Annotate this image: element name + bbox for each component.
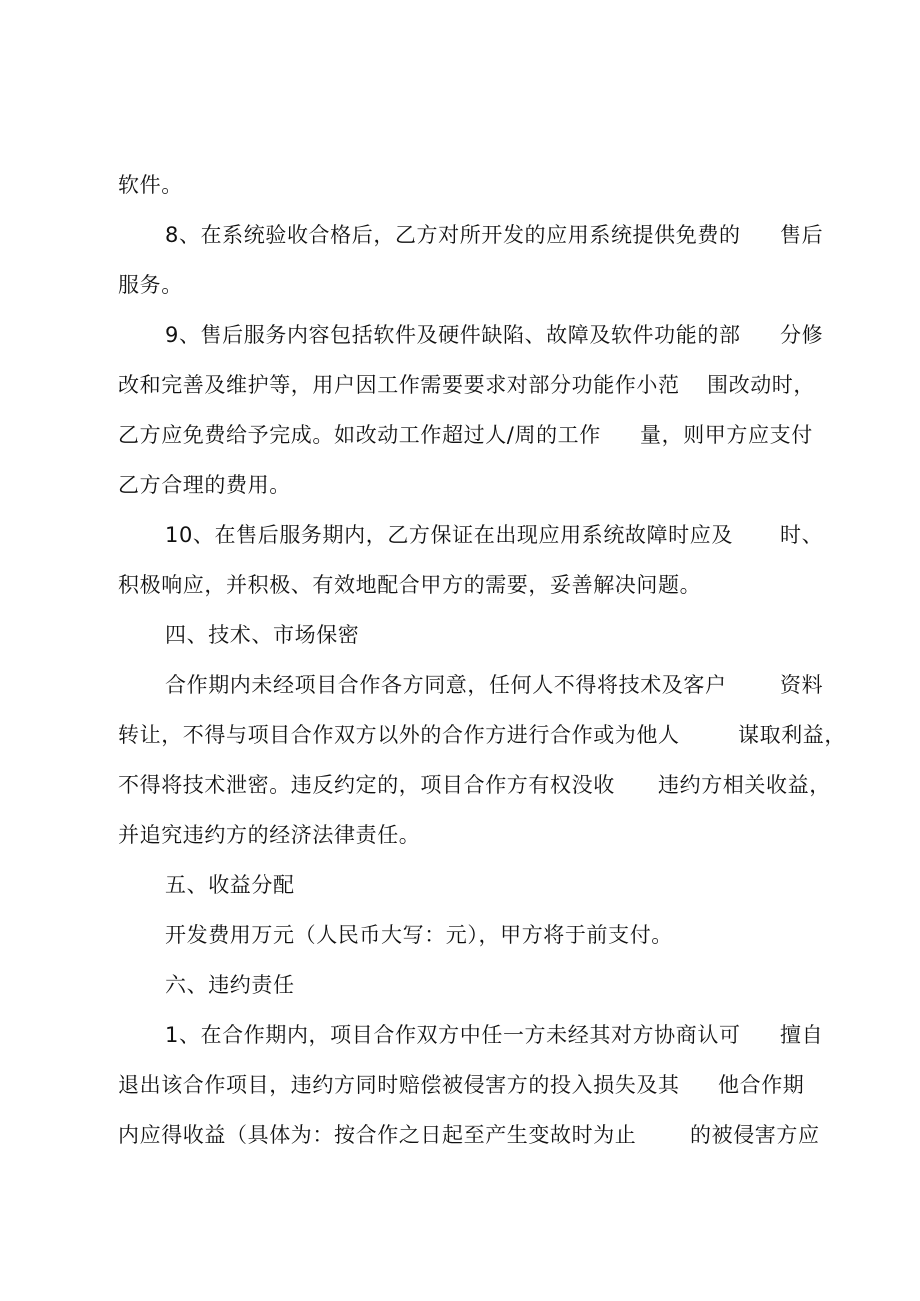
text-segment: 1、在合作期内，项目合作双方中任一方未经其对方协商认可 xyxy=(165,1023,741,1047)
text-segment: 围改动时， xyxy=(707,373,815,397)
section-heading xyxy=(0,865,920,905)
text-segment: 10、在售后服务期内，乙方保证在出现应用系统故障时应及 xyxy=(165,523,733,547)
text-line xyxy=(0,415,920,455)
text-line xyxy=(0,715,920,755)
text-segment: 的被侵害方应 xyxy=(690,1123,820,1147)
text-segment: 谋取利益， xyxy=(738,723,846,747)
text-segment: 并追究违约方的经济法律责任。 xyxy=(118,823,421,847)
text-line xyxy=(0,165,920,205)
text-segment: 转让，不得与项目合作双方以外的合作方进行合作或为他人 xyxy=(118,723,680,747)
text-segment: 违约方相关收益， xyxy=(658,773,831,797)
section-heading xyxy=(0,615,920,655)
text-segment: 他合作期 xyxy=(718,1073,805,1097)
text-segment: 六、违约责任 xyxy=(165,973,295,997)
text-segment: 乙方合理的费用。 xyxy=(118,473,291,497)
text-line xyxy=(0,465,920,505)
text-line xyxy=(0,315,920,355)
section-heading xyxy=(0,965,920,1005)
text-line xyxy=(0,765,920,805)
text-segment: 擅自 xyxy=(780,1023,824,1047)
text-segment: 软件。 xyxy=(118,173,183,197)
text-segment: 五、收益分配 xyxy=(165,873,295,897)
text-segment: 乙方应免费给予完成。如改动工作超过人/周的工作 xyxy=(118,423,601,447)
text-segment: 四、技术、市场保密 xyxy=(165,623,360,647)
text-segment: 分修 xyxy=(780,323,824,347)
text-segment: 售后 xyxy=(780,223,824,247)
text-segment: 资料 xyxy=(780,673,824,697)
text-segment: 服务。 xyxy=(118,273,183,297)
text-line xyxy=(0,1115,920,1155)
text-line xyxy=(0,265,920,305)
text-line xyxy=(0,565,920,605)
text-segment: 8、在系统验收合格后，乙方对所开发的应用系统提供免费的 xyxy=(165,223,741,247)
text-line xyxy=(0,1015,920,1055)
text-line xyxy=(0,1065,920,1105)
text-line xyxy=(0,665,920,705)
text-line xyxy=(0,915,920,955)
text-segment: 退出该合作项目，违约方同时赔偿被侵害方的投入损失及其 xyxy=(118,1073,680,1097)
text-segment: 时、 xyxy=(780,523,824,547)
text-line xyxy=(0,215,920,255)
text-line xyxy=(0,365,920,405)
text-segment: 内应得收益（具体为：按合作之日起至产生变故时为止 xyxy=(118,1123,637,1147)
text-line xyxy=(0,515,920,555)
text-segment: 不得将技术泄密。违反约定的，项目合作方有权没收 xyxy=(118,773,615,797)
text-segment: 合作期内未经项目合作各方同意，任何人不得将技术及客户 xyxy=(165,673,727,697)
text-segment: 积极响应，并积极、有效地配合甲方的需要，妥善解决问题。 xyxy=(118,573,702,597)
text-line xyxy=(0,815,920,855)
text-segment: 开发费用万元（人民币大写：元），甲方将于前支付。 xyxy=(165,923,673,947)
text-segment: 改和完善及维护等，用户因工作需要要求对部分功能作小范 xyxy=(118,373,680,397)
text-segment: 9、售后服务内容包括软件及硬件缺陷、故障及软件功能的部 xyxy=(165,323,741,347)
text-segment: 量，则甲方应支付 xyxy=(640,423,813,447)
